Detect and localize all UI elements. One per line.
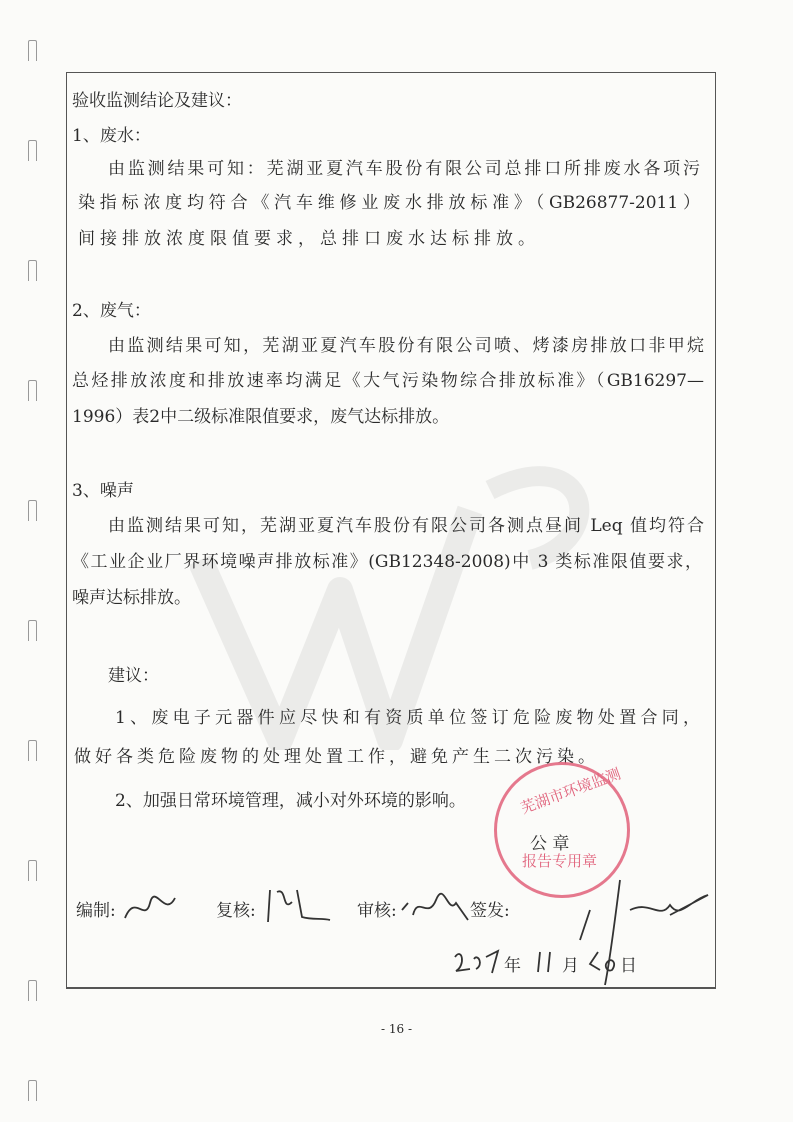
day-handwritten <box>588 948 620 976</box>
year-label: 年 <box>504 956 521 976</box>
paragraph-line: 噪声达标排放。 <box>72 588 191 608</box>
paragraph-line: 总烃排放浓度和排放速率均满足《大气污染物综合排放标准》（GB16297— <box>72 371 704 391</box>
month-handwritten <box>534 948 560 976</box>
audited-by-label: 审核: <box>357 901 397 921</box>
conclusion-heading: 验收监测结论及建议： <box>72 91 242 111</box>
paragraph-line: 间接排放浓度限值要求，总排口废水达标排放。 <box>78 229 540 249</box>
paragraph-line: 由监测结果可知，芜湖亚夏汽车股份有限公司各测点昼间 Leq 值均符合 <box>108 516 704 536</box>
paragraph-line: 由监测结果可知，芜湖亚夏汽车股份有限公司喷、烤漆房排放口非甲烷 <box>108 336 704 356</box>
binding-mark <box>28 40 37 61</box>
binding-mark <box>28 500 37 521</box>
compiler-signature <box>120 888 180 928</box>
seal-label: 公 章 <box>530 834 570 854</box>
reviewed-by-label: 复核: <box>216 901 256 921</box>
seal-text: 报告专用章 <box>522 852 598 870</box>
binding-mark <box>28 980 37 1001</box>
compiled-by-label: 编制: <box>76 901 116 921</box>
section-title-wastewater: 1、废水： <box>72 126 151 146</box>
paragraph-line: 染指标浓度均符合《汽车维修业废水排放标准》（GB26877-2011） <box>78 193 700 213</box>
suggestion-line: 2、加强日常环境管理，减小对外环境的影响。 <box>115 791 466 811</box>
binding-mark <box>28 380 37 401</box>
issued-by-label: 签发: <box>470 901 510 921</box>
section-title-waste-gas: 2、废气： <box>72 301 151 321</box>
seal-text: 芜湖市环境监测 <box>518 764 624 818</box>
paragraph-line: 由监测结果可知：芜湖亚夏汽车股份有限公司总排口所排废水各项污 <box>108 159 700 179</box>
binding-mark <box>28 1080 37 1101</box>
binding-mark <box>28 620 37 641</box>
binding-mark <box>28 860 37 881</box>
suggestions-title: 建议： <box>108 666 159 686</box>
section-title-noise: 3、噪声 <box>72 481 134 501</box>
year-handwritten <box>452 945 502 975</box>
binding-mark <box>28 740 37 761</box>
day-label: 日 <box>620 956 637 976</box>
binding-mark <box>28 140 37 161</box>
binding-mark <box>28 260 37 281</box>
reviewer-signature <box>262 882 332 927</box>
paragraph-line: 1996）表2中二级标准限值要求，废气达标排放。 <box>72 407 450 427</box>
auditor-signature <box>398 885 473 927</box>
page-number: - 16 - <box>380 1022 412 1036</box>
month-label: 月 <box>562 956 579 976</box>
suggestion-line: 做好各类危险废物的处理处置工作，避免产生二次污染。 <box>74 747 599 767</box>
suggestion-line: 1、废电子元器件应尽快和有资质单位签订危险废物处置合同， <box>115 708 700 728</box>
paragraph-line: 《工业企业厂界环境噪声排放标准》(GB12348-2008)中 3 类标准限值要求， <box>72 552 702 572</box>
